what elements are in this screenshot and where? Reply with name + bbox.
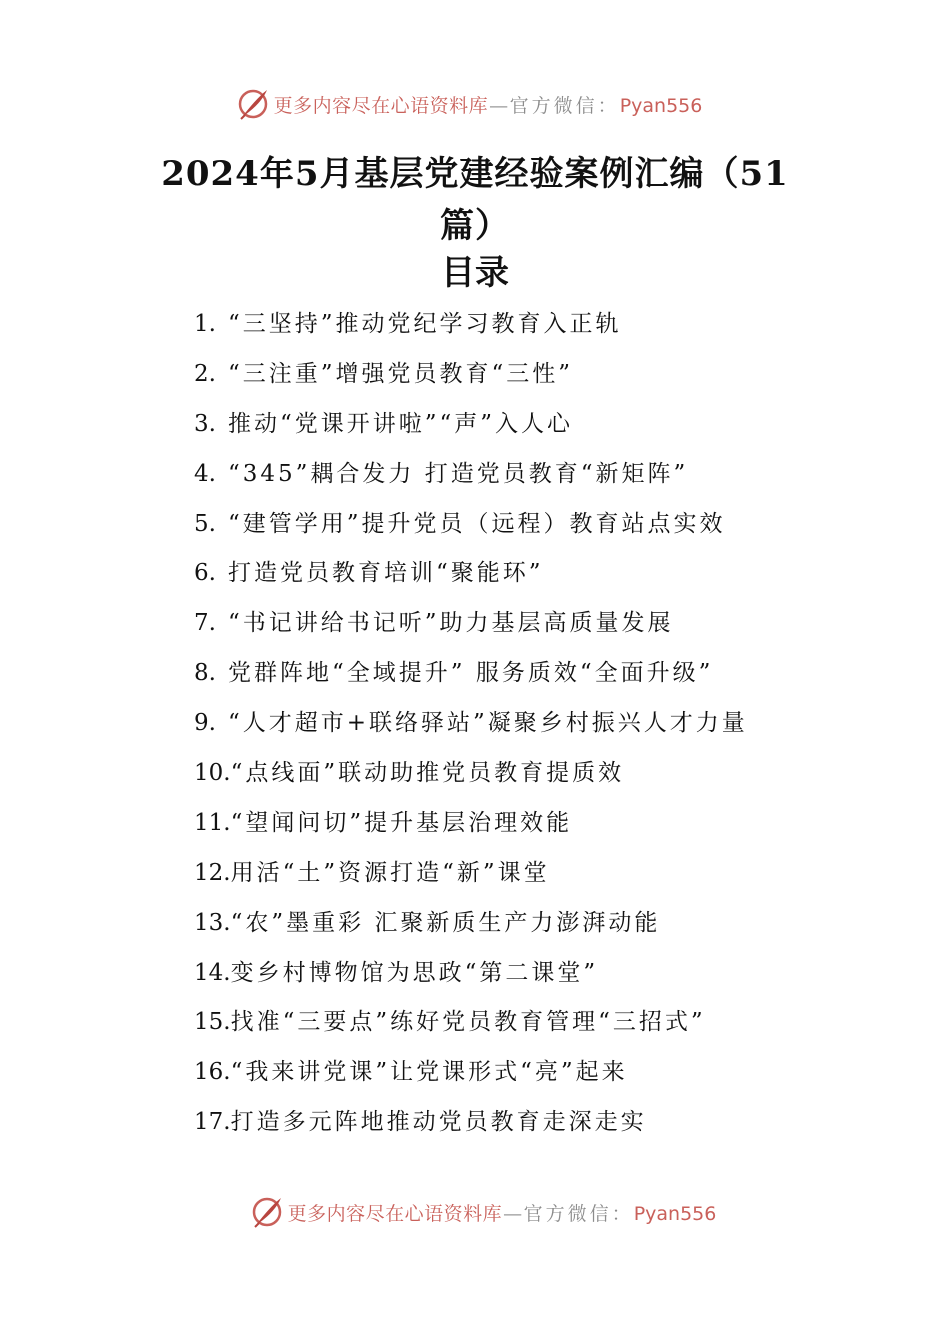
toc-item-text: “建管学用”提升党员（远程）教育站点实效: [228, 510, 726, 537]
toc-item: [194, 699, 748, 749]
toc-heading: 目录: [441, 253, 509, 293]
toc-item-number: 16.: [194, 1059, 231, 1086]
watermark-main-text: 更多内容尽在心语资料库: [273, 94, 489, 117]
toc-item-number: 9.: [194, 710, 216, 737]
watermark-text: [288, 1199, 717, 1226]
toc-item-text: “书记讲给书记听”助力基层高质量发展: [228, 610, 674, 637]
quill-logo-icon: [236, 87, 270, 121]
toc-item-number: 1.: [194, 311, 216, 337]
toc-item-number: 2.: [194, 360, 216, 387]
toc-item-number: 4.: [194, 460, 216, 487]
toc-item-number: 8.: [194, 660, 216, 687]
toc-item-text: 变乡村博物馆为思政“第二课堂”: [230, 959, 599, 986]
toc-item-number: 14.: [194, 959, 231, 986]
toc-item-number: 6.: [194, 560, 216, 587]
toc-item: [194, 549, 748, 599]
document-title: 2024年5月基层党建经验案例汇编（51篇）: [161, 154, 789, 246]
toc-item: [194, 1048, 748, 1098]
toc-item-text: “点线面”联动助推党员教育提质效: [230, 760, 625, 787]
toc-item: [194, 599, 748, 649]
quill-logo-icon: [250, 1195, 284, 1229]
watermark-main-text: 更多内容尽在心语资料库: [287, 1202, 503, 1225]
toc-item-text: “345”耦合发力 打造党员教育“新矩阵”: [228, 460, 689, 487]
toc-item-number: 12.: [194, 859, 231, 886]
watermark-separator: —: [489, 94, 509, 117]
toc-item-text: 推动“党课开讲啦”“声”入人心: [228, 410, 574, 437]
toc-item-number: 7.: [194, 610, 216, 637]
toc-item: [194, 300, 748, 350]
toc-item-text: 用活“土”资源打造“新”课堂: [230, 859, 550, 886]
toc-item: [194, 849, 748, 899]
toc-item-text: 打造党员教育培训“聚能环”: [228, 560, 544, 587]
toc-item: [194, 998, 748, 1048]
toc-item: [194, 749, 748, 799]
toc-item-text: “三注重”增强党员教育“三性”: [228, 360, 574, 387]
toc-item-text: “人才超市+联络驿站”凝聚乡村振兴人才力量: [228, 710, 748, 737]
toc-item-text: “望闻问切”提升基层治理效能: [230, 809, 573, 836]
toc-item-text: “三坚持”推动党纪学习教育入正轨: [228, 311, 622, 337]
toc-item-number: 11.: [194, 809, 231, 836]
watermark-label: 官方微信：: [523, 1202, 634, 1225]
toc-item-text: “我来讲党课”让党课形式“亮”起来: [230, 1059, 628, 1086]
toc-item-number: 3.: [194, 410, 216, 437]
header-watermark: [0, 84, 944, 124]
watermark-text: [274, 91, 703, 118]
watermark-id: Pyan556: [619, 94, 703, 117]
watermark-label: 官方微信：: [509, 94, 620, 117]
toc-item-number: 10.: [194, 760, 231, 787]
toc-item: [194, 949, 748, 999]
toc-item-number: 13.: [194, 909, 231, 936]
toc-item-text: 党群阵地“全域提升” 服务质效“全面升级”: [228, 660, 714, 687]
toc-item: [194, 1098, 748, 1148]
toc-item: [194, 350, 748, 400]
toc-item-number: 5.: [194, 510, 216, 537]
toc-item-text: 打造多元阵地推动党员教育走深走实: [230, 1109, 647, 1136]
toc-item: [194, 450, 748, 500]
watermark-separator: —: [503, 1202, 523, 1225]
toc-item: [194, 400, 748, 450]
toc-item: [194, 799, 748, 849]
toc-item-text: “农”墨重彩 汇聚新质生产力澎湃动能: [230, 909, 661, 936]
footer-watermark: [8, 1192, 950, 1232]
watermark-id: Pyan556: [633, 1202, 717, 1225]
toc-item-text: 找准“三要点”练好党员教育管理“三招式”: [230, 1009, 706, 1036]
toc-item: [194, 649, 748, 699]
table-of-contents: [194, 300, 748, 1148]
toc-item: [194, 500, 748, 550]
toc-item-number: 17.: [194, 1109, 231, 1136]
toc-item-number: 15.: [194, 1009, 231, 1036]
toc-item: [194, 899, 748, 949]
